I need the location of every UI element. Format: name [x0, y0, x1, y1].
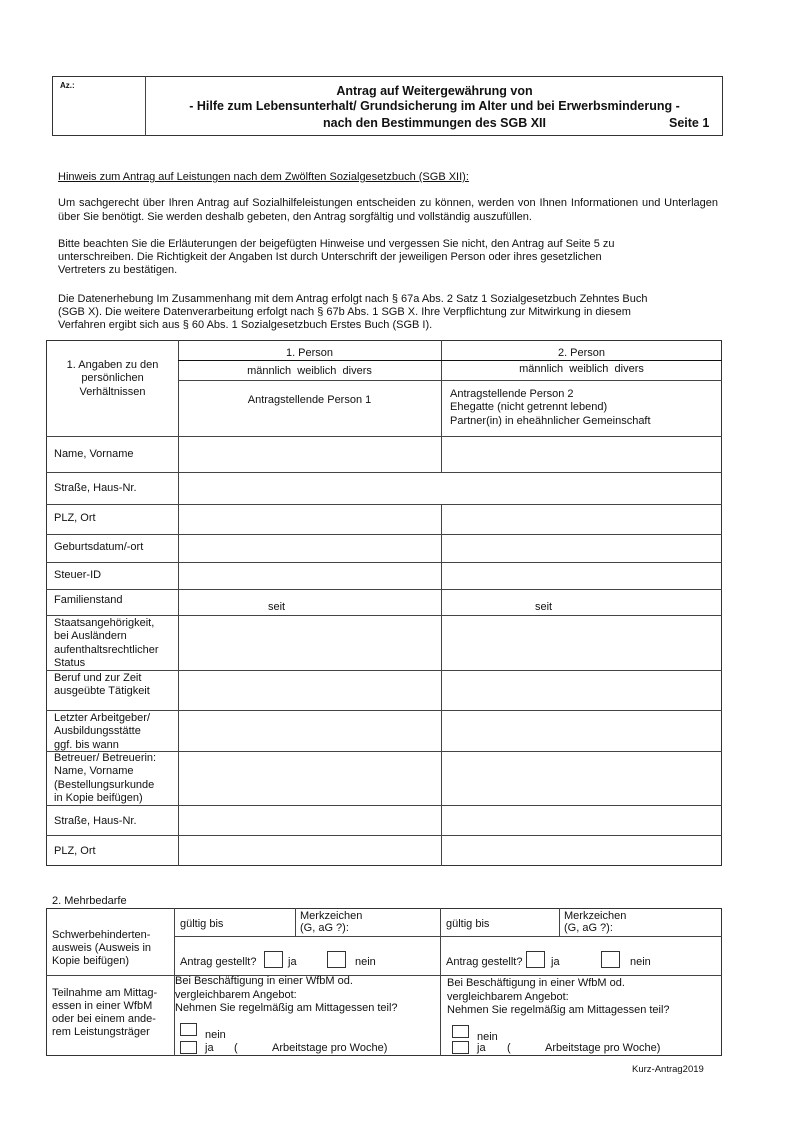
s2-col-divider-p1: [295, 908, 296, 936]
s2-row-line: [46, 975, 722, 976]
label-employer-l2: Ausbildungsstätte: [54, 725, 141, 737]
lunch-days-label-p2: Arbeitstage pro Woche): [545, 1042, 661, 1054]
guardian-street-field-p1[interactable]: [179, 806, 440, 834]
form-id: Kurz-Antrag2019: [632, 1064, 704, 1075]
lunch-label-l2: essen in einer WfbM: [52, 1000, 153, 1012]
label-employer-l1: Letzter Arbeitgeber/: [54, 712, 151, 724]
label-street: Straße, Haus-Nr.: [54, 482, 137, 494]
birth-field-p1[interactable]: [179, 535, 440, 561]
lunch-paren-p2: (: [507, 1042, 511, 1054]
marks-p2-l1: Merkzeichen: [564, 910, 627, 922]
disability-label-l1: Schwerbehinderten-: [52, 929, 151, 941]
marital-since-p1: seit: [268, 601, 286, 613]
lunch-yes-label-p2: ja: [477, 1042, 486, 1054]
lunch-yes-checkbox-p1[interactable]: [180, 1041, 197, 1054]
notice-heading-text: Hinweis zum Antrag auf Leistungen nach dem Zwölften Sozialgesetzbuch (SGB XII):: [58, 171, 469, 183]
guardian-field-p1[interactable]: [179, 752, 440, 804]
label-guardian-l4: in Kopie beifügen): [54, 792, 143, 804]
notice-para3-line2: (SGB X). Die weitere Datenverarbeitung erfolgt nach § 67b Abs. 1 SGB X. Ihre Verpflichtung zur Mitwirkung in diesem: [58, 306, 631, 318]
lunch-question-p2-l1: Bei Beschäftigung in einer WfbM od.: [447, 977, 625, 989]
person2-role-line3: Partner(in) in eheähnlicher Gemeinschaft: [450, 415, 651, 427]
notice-para2-line2: unterschreiben. Die Richtigkeit der Angaben Ist durch Unterschrift der jeweiligen Person oder ihres gesetzlichen: [58, 251, 602, 263]
plz-field-p2[interactable]: [442, 505, 721, 533]
lunch-label-l1: Teilnahme am Mittag-: [52, 987, 158, 999]
lunch-label-l3: oder bei einem ande-: [52, 1013, 156, 1025]
lunch-question-p1-l3: Nehmen Sie regelmäßig am Mittagessen teil?: [175, 1002, 398, 1014]
section1-title-line2: persönlichen: [81, 372, 144, 384]
applied-no-label-p1: nein: [355, 956, 376, 968]
lunch-no-label-p2: nein: [477, 1031, 498, 1043]
guardian-plz-field-p1[interactable]: [179, 836, 440, 865]
street-field[interactable]: [179, 473, 721, 503]
marks-field-p2[interactable]: [625, 909, 721, 935]
label-citizenship-l4: Status: [54, 657, 86, 669]
notice-heading: [58, 171, 469, 184]
valid-until-p2: gültig bis: [446, 918, 490, 930]
person2-gender-options[interactable]: männlich weiblich divers: [519, 363, 644, 375]
guardian-plz-field-p2[interactable]: [442, 836, 721, 865]
section1-title-line3: Verhältnissen: [79, 386, 146, 398]
valid-until-field-p2[interactable]: [495, 909, 558, 935]
person2-header: 2. Person: [557, 347, 606, 359]
s2-row-line: [174, 936, 722, 937]
employer-field-p2[interactable]: [442, 711, 721, 750]
name-field-p1[interactable]: [179, 437, 440, 471]
plz-field-p1[interactable]: [179, 505, 440, 533]
lunch-yes-checkbox-p2[interactable]: [452, 1041, 469, 1054]
s2-col-divider-2: [440, 908, 441, 1056]
marital-field-p1[interactable]: [179, 590, 440, 614]
tax-id-field-p2[interactable]: [442, 563, 721, 588]
marks-p1-l2: (G, aG ?):: [300, 922, 349, 934]
marital-field-p2[interactable]: [442, 590, 721, 614]
lunch-question-p1-l2: vergleichbarem Angebot:: [175, 989, 297, 1001]
label-tax-id: Steuer-ID: [54, 569, 102, 581]
lunch-days-field-p1[interactable]: [240, 1040, 270, 1054]
notice-para3-line1: Die Datenerhebung Im Zusammenhang mit dem Antrag erfolgt nach § 67a Abs. 2 Satz 1 Sozialgesetzbuch Zehntes Buch: [58, 293, 648, 305]
page-number: Seite 1: [669, 116, 710, 130]
lunch-label-l4: rem Leistungsträger: [52, 1026, 150, 1038]
disability-label-l3: Kopie beifügen): [52, 955, 130, 967]
notice-para2-line3: Vertreters zu bestätigen.: [58, 264, 178, 276]
label-plz: PLZ, Ort: [54, 512, 96, 524]
employer-field-p1[interactable]: [179, 711, 440, 750]
applied-yes-label-p1: ja: [288, 956, 297, 968]
lunch-paren-p1: (: [234, 1042, 238, 1054]
row-line: [178, 380, 722, 381]
label-guardian-l3: (Bestellungsurkunde: [54, 779, 155, 791]
person2-role-line1: Antragstellende Person 2: [450, 388, 574, 400]
lunch-days-label-p1: Arbeitstage pro Woche): [272, 1042, 388, 1054]
person2-role-line2: Ehegatte (nicht getrennt lebend): [450, 401, 608, 413]
label-job-l2: ausgeübte Tätigkeit: [54, 685, 150, 697]
applied-yes-checkbox-p1[interactable]: [264, 951, 283, 968]
az-field[interactable]: [53, 90, 144, 135]
guardian-field-p2[interactable]: [442, 752, 721, 804]
lunch-yes-label-p1: ja: [205, 1042, 214, 1054]
label-marital: Familienstand: [54, 594, 123, 606]
lunch-question-p1-l1: Bei Beschäftigung in einer WfbM od.: [175, 975, 353, 987]
az-label: Az.:: [60, 81, 75, 90]
label-citizenship-l2: bei Ausländern: [54, 630, 127, 642]
person1-gender-options[interactable]: männlich weiblich divers: [247, 365, 372, 377]
applied-label-p2: Antrag gestellt?: [446, 956, 523, 968]
person1-header: 1. Person: [285, 347, 334, 359]
s2-col-divider-p2: [559, 908, 560, 936]
notice-para2-line1: Bitte beachten Sie die Erläuterungen der beigefügten Hinweise und vergessen Sie nicht, den Antrag auf Seite 5 zu: [58, 238, 615, 250]
label-guardian-plz: PLZ, Ort: [54, 845, 96, 857]
section2-title: 2. Mehrbedarfe: [52, 895, 127, 907]
lunch-days-field-p2[interactable]: [513, 1040, 543, 1054]
marital-since-p2: seit: [535, 601, 553, 613]
lunch-no-label-p1: nein: [205, 1029, 226, 1041]
label-guardian-l2: Name, Vorname: [54, 765, 134, 777]
form-title-line2: - Hilfe zum Lebensunterhalt/ Grundsicherung im Alter und bei Erwerbsminderung -: [189, 99, 680, 113]
label-citizenship-l1: Staatsangehörigkeit,: [54, 617, 155, 629]
label-citizenship-l3: aufenthaltsrechtlicher: [54, 644, 159, 656]
citizenship-field-p1[interactable]: [179, 616, 440, 669]
name-field-p2[interactable]: [442, 437, 721, 471]
form-title-line1: Antrag auf Weitergewährung von: [336, 84, 533, 98]
applied-no-checkbox-p1[interactable]: [327, 951, 346, 968]
disability-label-l2: ausweis (Ausweis in: [52, 942, 152, 954]
label-guardian-street: Straße, Haus-Nr.: [54, 815, 137, 827]
notice-para1: Um sachgerecht über Ihren Antrag auf Sozialhilfeleistungen entscheiden zu können, werden von Ihnen Informationen und Unterlagen über Sie benötigt. Sie werden deshalb gebeten, den Antrag sorgfältig und vollständig auszufüllen.: [58, 197, 718, 223]
label-birth: Geburtsdatum/-ort: [54, 541, 144, 553]
section1-title-line1: 1. Angaben zu den: [66, 359, 159, 371]
valid-until-p1: gültig bis: [180, 918, 224, 930]
label-name: Name, Vorname: [54, 448, 134, 460]
row-line: [178, 360, 722, 361]
lunch-question-p2-l3: Nehmen Sie regelmäßig am Mittagessen teil?: [447, 1004, 670, 1016]
label-employer-l3: ggf. bis wann: [54, 739, 119, 751]
form-title-line3: nach den Bestimmungen des SGB XII: [323, 116, 546, 130]
lunch-no-checkbox-p2[interactable]: [452, 1025, 469, 1038]
valid-until-field-p1[interactable]: [230, 909, 294, 935]
citizenship-field-p2[interactable]: [442, 616, 721, 669]
job-field-p2[interactable]: [442, 671, 721, 709]
applied-yes-checkbox-p2[interactable]: [526, 951, 545, 968]
marks-p2-l2: (G, aG ?):: [564, 922, 613, 934]
person1-role: Antragstellende Person 1: [247, 394, 372, 406]
applied-no-label-p2: nein: [630, 956, 651, 968]
label-job-l1: Beruf und zur Zeit: [54, 672, 142, 684]
lunch-question-p2-l2: vergleichbarem Angebot:: [447, 991, 569, 1003]
applied-label-p1: Antrag gestellt?: [180, 956, 257, 968]
lunch-no-checkbox-p1[interactable]: [180, 1023, 197, 1036]
marks-field-p1[interactable]: [360, 909, 439, 935]
label-guardian-l1: Betreuer/ Betreuerin:: [54, 752, 157, 764]
marks-p1-l1: Merkzeichen: [300, 910, 363, 922]
tax-id-field-p1[interactable]: [179, 563, 440, 588]
job-field-p1[interactable]: [179, 671, 440, 709]
birth-field-p2[interactable]: [442, 535, 721, 561]
guardian-street-field-p2[interactable]: [442, 806, 721, 834]
applied-yes-label-p2: ja: [551, 956, 560, 968]
applied-no-checkbox-p2[interactable]: [601, 951, 620, 968]
notice-para3-line3: Verfahren ergibt sich aus § 60 Abs. 1 Sozialgesetzbuch Erstes Buch (SGB I).: [58, 319, 433, 331]
